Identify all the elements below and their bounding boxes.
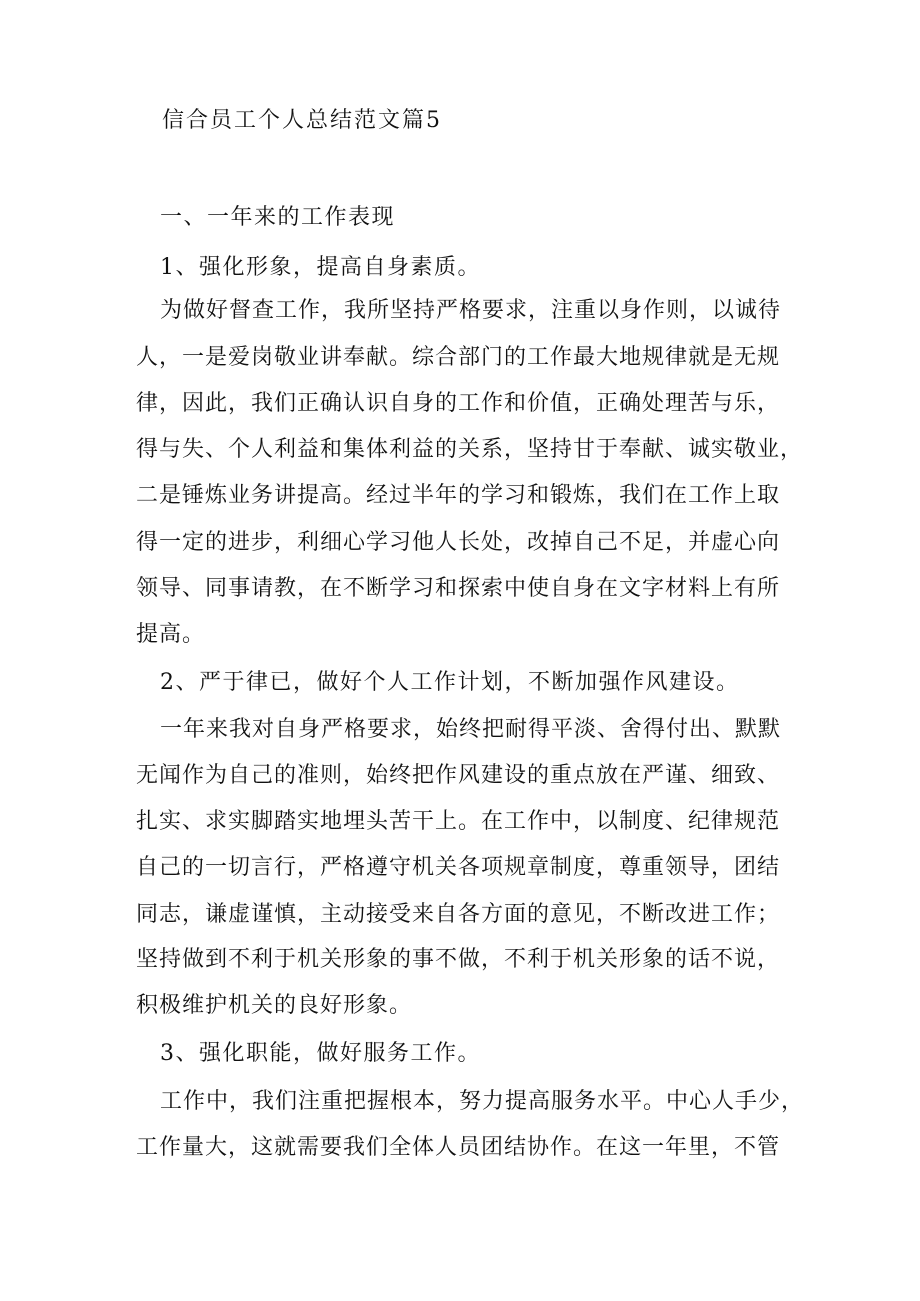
paragraph-line: 工作量大，这就需要我们全体人员团结协作。在这一年里，不管: [136, 1135, 781, 1160]
paragraph-line: 自己的一切言行，严格遵守机关各项规章制度，尊重领导，团结: [136, 855, 781, 880]
paragraph-line: 提高。: [136, 622, 206, 647]
section-heading: 一、一年来的工作表现: [160, 205, 396, 230]
paragraph-line: 同志，谦虚谨慎，主动接受来自各方面的意见，不断改进工作；: [136, 902, 781, 927]
paragraph-line: 积极维护机关的良好形象。: [136, 993, 413, 1018]
paragraph-line: 律，因此，我们正确认识自身的工作和价值，正确处理苦与乐，: [136, 391, 781, 416]
document-title: 信合员工个人总结范文篇5: [162, 108, 442, 133]
paragraph-line: 人，一是爱岗敬业讲奉献。综合部门的工作最大地规律就是无规: [136, 345, 781, 370]
paragraph-line: 二是锤炼业务讲提高。经过半年的学习和锻炼，我们在工作上取: [136, 483, 781, 508]
subsection-heading: 1、强化形象，提高自身素质。: [160, 255, 481, 280]
subsection-heading: 3、强化职能，做好服务工作。: [160, 1041, 481, 1066]
paragraph-line: 坚持做到不利于机关形象的事不做，不利于机关形象的话不说，: [136, 947, 781, 972]
paragraph-line: 一年来我对自身严格要求，始终把耐得平淡、舍得付出、默默: [160, 717, 782, 742]
subsection-heading: 2、严于律已，做好个人工作计划，不断加强作风建设。: [160, 670, 740, 695]
paragraph-line: 扎实、求实脚踏实地埋头苦干上。在工作中，以制度、纪律规范: [136, 809, 781, 834]
paragraph-line: 工作中，我们注重把握根本，努力提高服务水平。中心人手少，: [160, 1089, 805, 1114]
paragraph-line: 无闻作为自己的准则，始终把作风建设的重点放在严谨、细致、: [136, 763, 781, 788]
paragraph-line: 得与失、个人利益和集体利益的关系，坚持甘于奉献、诚实敬业，: [136, 437, 804, 462]
paragraph-line: 为做好督查工作，我所坚持严格要求，注重以身作则，以诚待: [160, 298, 782, 323]
paragraph-line: 领导、同事请教，在不断学习和探索中使自身在文字材料上有所: [136, 576, 781, 601]
paragraph-line: 得一定的进步，利细心学习他人长处，改掉自己不足，并虚心向: [136, 530, 781, 555]
